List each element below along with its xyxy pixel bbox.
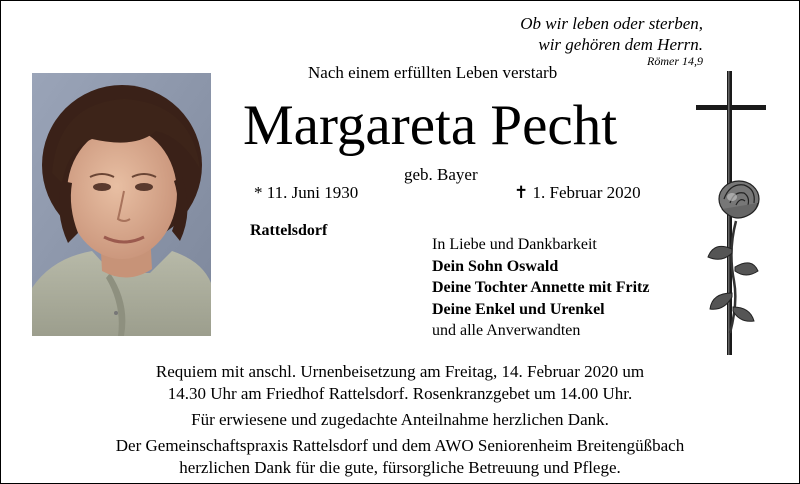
verse-line-1: Ob wir leben oder sterben,	[520, 14, 703, 33]
care-thanks-line-2: herzlichen Dank für die gute, fürsorgliche Betreuung und Pflege.	[179, 458, 621, 477]
mourner-name: Dein Sohn Oswald	[432, 257, 559, 275]
bible-verse	[520, 13, 703, 55]
deceased-name: Margareta Pecht	[243, 94, 618, 157]
place-of-residence: Rattelsdorf	[250, 222, 328, 239]
mourners-closing: und alle Anverwandten	[432, 322, 581, 339]
requiem-line-2: 14.30 Uhr am Friedhof Rattelsdorf. Rosenkranzgebet um 14.00 Uhr.	[167, 384, 633, 403]
requiem-line-1: Requiem mit anschl. Urnenbeisetzung am Freitag, 14. Februar 2020 um	[155, 362, 645, 381]
birth-name: geb. Bayer	[404, 165, 478, 184]
intro-text: Nach einem erfüllten Leben verstarb	[308, 63, 558, 82]
birth-date: * 11. Juni 1930	[254, 183, 359, 202]
mourners-list	[432, 234, 649, 342]
care-thanks-line-1: Der Gemeinschaftspraxis Rattelsdorf und dem AWO Seniorenheim Breitengüßbach	[115, 436, 685, 455]
portrait-photo	[32, 73, 211, 336]
mourner-name: Deine Enkel und Urenkel	[432, 300, 605, 318]
verse-reference: Römer 14,9	[647, 54, 703, 68]
mourners-intro: In Liebe und Dankbarkeit	[432, 236, 597, 253]
verse-line-2: wir gehören dem Herrn.	[538, 35, 703, 54]
death-date: ✝ 1. Februar 2020	[514, 183, 641, 202]
cross-with-rose-icon	[694, 71, 768, 355]
footer-announcements	[1, 361, 799, 479]
thanks-line: Für erwiesene und zugedachte Anteilnahme herzlichen Dank.	[191, 410, 609, 429]
mourner-name: Deine Tochter Annette mit Fritz	[432, 279, 650, 296]
